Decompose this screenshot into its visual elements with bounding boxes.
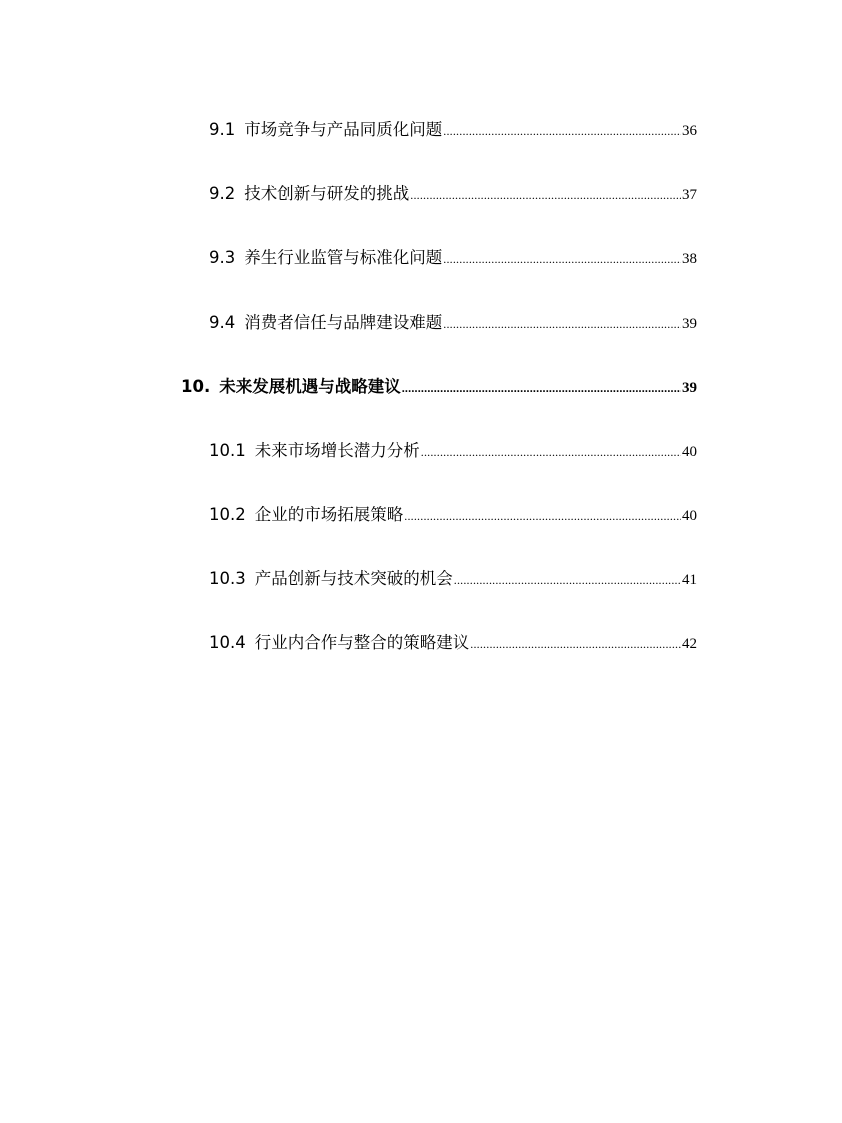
toc-entry-number: 10.3 xyxy=(209,569,246,588)
toc-entry-title: 行业内合作与整合的策略建议 xyxy=(254,633,470,652)
toc-entry-number: 10.4 xyxy=(209,633,246,652)
toc-entry-title: 技术创新与研发的挑战 xyxy=(244,184,410,203)
toc-entry-title: 市场竞争与产品同质化问题 xyxy=(244,120,443,139)
toc-entry-title: 企业的市场拓展策略 xyxy=(254,505,404,524)
toc-entry-page: 39 xyxy=(682,380,697,396)
toc-dot-leader xyxy=(404,504,681,528)
toc-entry-page: 36 xyxy=(682,123,697,139)
toc-entry-page: 42 xyxy=(682,636,697,652)
toc-entry-number: 9.1 xyxy=(209,120,236,139)
toc-entry-10-1[interactable] xyxy=(209,439,697,463)
toc-entry-number: 10.2 xyxy=(209,505,246,524)
toc-entry-number: 9.4 xyxy=(209,313,236,332)
toc-entry-10[interactable] xyxy=(181,375,697,399)
toc-dot-leader xyxy=(443,312,681,336)
toc-dot-leader xyxy=(470,632,681,656)
toc-entry-page: 39 xyxy=(682,316,697,332)
toc-entry-number: 9.3 xyxy=(209,248,236,267)
toc-entry-page: 37 xyxy=(682,187,697,203)
toc-dot-leader xyxy=(421,440,681,464)
toc-dot-leader xyxy=(454,568,681,592)
toc-entry-10-4[interactable] xyxy=(209,631,697,655)
toc-entry-title: 养生行业监管与标准化问题 xyxy=(244,248,443,267)
toc-entry-10-3[interactable] xyxy=(209,567,697,591)
toc-entry-title: 消费者信任与品牌建设难题 xyxy=(244,313,443,332)
toc-entry-number: 9.2 xyxy=(209,184,236,203)
toc-entry-9-4[interactable] xyxy=(209,311,697,335)
toc-dot-leader xyxy=(443,247,681,271)
toc-dot-leader xyxy=(410,183,681,207)
toc-entry-page: 40 xyxy=(682,508,697,524)
toc-entry-9-2[interactable] xyxy=(209,182,697,206)
toc-dot-leader xyxy=(443,119,681,143)
toc-dot-leader xyxy=(402,376,681,400)
toc-entry-number: 10. xyxy=(181,377,211,396)
toc-entry-9-3[interactable] xyxy=(209,246,697,270)
toc-entry-page: 41 xyxy=(682,572,697,588)
toc-entry-number: 10.1 xyxy=(209,441,246,460)
toc-entry-title: 未来市场增长潜力分析 xyxy=(254,441,420,460)
toc-entry-title: 产品创新与技术突破的机会 xyxy=(254,569,453,588)
toc-entry-9-1[interactable] xyxy=(209,118,697,142)
toc-entry-page: 40 xyxy=(682,444,697,460)
toc-entry-page: 38 xyxy=(682,251,697,267)
toc-entry-10-2[interactable] xyxy=(209,503,697,527)
toc-entry-title: 未来发展机遇与战略建议 xyxy=(219,377,401,396)
